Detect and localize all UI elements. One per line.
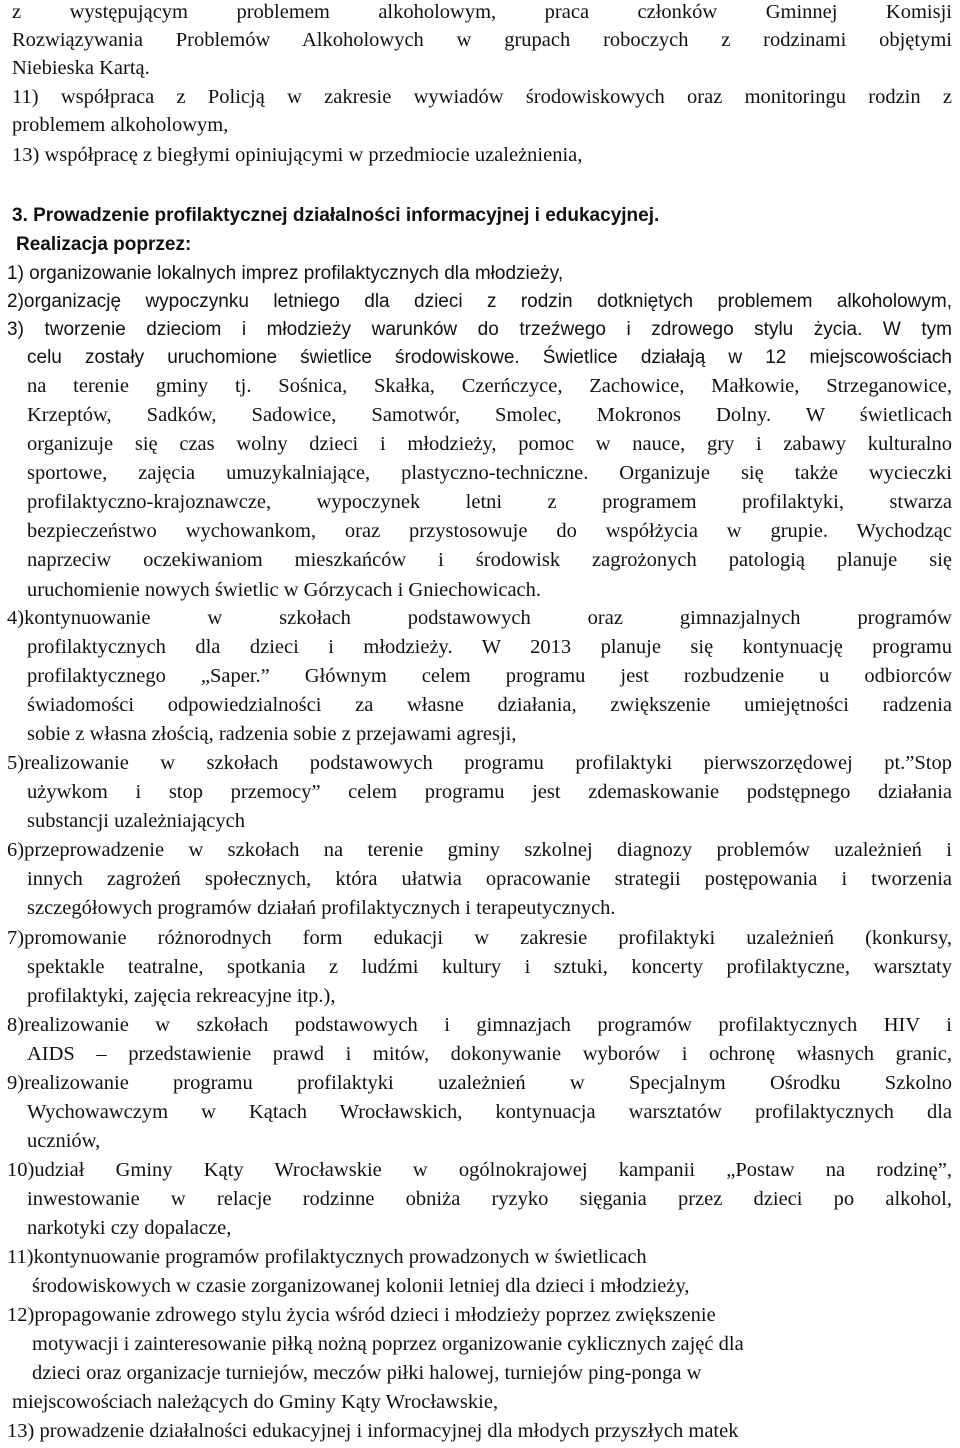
list-item: 3) tworzenie dzieciom i młodzieży warunków do trzeźwego i zdrowego stylu życia. W tym (7, 319, 952, 340)
text-line: bezpieczeństwo wychowankom, oraz przystosowuje do współżycia w grupie. Wychodząc (27, 520, 952, 542)
list-item: 4)kontynuowanie w szkołach podstawowych oraz gimnazjalnych programów (7, 607, 952, 629)
text-line: miejscowościach należących do Gminy Kąty Wrocławskie, (12, 1391, 499, 1413)
list-item: 8)realizowanie w szkołach podstawowych i gimnazjach programów profilaktycznych HIV i (7, 1014, 952, 1036)
text-line: z występującym problemem alkoholowym, praca członków Gminnej Komisji (12, 1, 952, 23)
text-line: problemem alkoholowym, (12, 114, 229, 136)
list-item: 5)realizowanie w szkołach podstawowych programu profilaktyki pierwszorzędowej pt.”Stop (7, 752, 952, 774)
text-line: Wychowawczym w Kątach Wrocławskich, kontynuacja warsztatów profilaktycznych dla (27, 1101, 952, 1123)
text-line: innych zagrożeń społecznych, która ułatwia opracowanie strategii postępowania i tworzenia (27, 868, 952, 890)
text-line: szczegółowych programów działań profilaktycznych i terapeutycznych. (27, 897, 616, 919)
text-line: środowiskowych w czasie zorganizowanej kolonii letniej dla dzieci i młodzieży, (32, 1275, 690, 1297)
text-line: na terenie gminy tj. Sośnica, Skałka, Czerńczyce, Zachowice, Małkowie, Strzeganowice, (27, 375, 952, 397)
text-line: sportowe, zajęcia umuzykalniające, plastyczno-techniczne. Organizuje się także wycieczki (27, 462, 952, 484)
text-line: uczniów, (27, 1130, 101, 1152)
section-heading: 3. Prowadzenie profilaktycznej działalności informacyjnej i edukacyjnej. (12, 205, 660, 226)
text-line: dzieci oraz organizacje turniejów, meczów piłki halowej, turniejów ping-ponga w (32, 1362, 702, 1384)
text-line: 11) współpraca z Policją w zakresie wywiadów środowiskowych oraz monitoringu rodzin z (12, 86, 952, 108)
text-line: profilaktycznych dla dzieci i młodzieży. W 2013 planuje się kontynuację programu (27, 636, 952, 658)
text-line: substancji uzależniających (27, 810, 245, 832)
list-item: 9)realizowanie programu profilaktyki uzależnień w Specjalnym Ośrodku Szkolno (7, 1072, 952, 1094)
text-line: organizuje się czas wolny dzieci i młodzieży, pomoc w nauce, gry i zabawy kulturalno (27, 433, 952, 455)
text-line: spektakle teatralne, spotkania z ludźmi kultury i sztuki, koncerty profilaktyczne, warsztaty (27, 956, 952, 978)
text-line: Krzeptów, Sadków, Sadowice, Samotwór, Smolec, Mokronos Dolny. W świetlicach (27, 404, 952, 426)
text-line: profilaktyki, zajęcia rekreacyjne itp.), (27, 985, 336, 1007)
text-line: narkotyki czy dopalacze, (27, 1217, 232, 1239)
text-line: sobie z własna złością, radzenia sobie z przejawami agresji, (27, 723, 517, 745)
text-line: 13) współpracę z biegłymi opiniującymi w przedmiocie uzależnienia, (12, 144, 583, 166)
text-line: profilaktycznego „Saper.” Głównym celem programu jest rozbudzenie u odbiorców (27, 665, 952, 687)
text-line: Niebieska Kartą. (12, 57, 150, 79)
list-item: 1) organizowanie lokalnych imprez profilaktycznych dla młodzieży, (7, 263, 564, 284)
text-line: Rozwiązywania Problemów Alkoholowych w grupach roboczych z rodzinami objętymi (12, 29, 952, 51)
list-item: 6)przeprowadzenie w szkołach na terenie gminy szkolnej diagnozy problemów uzależnień i (7, 839, 952, 861)
list-item: 10)udział Gminy Kąty Wrocławskie w ogólnokrajowej kampanii „Postaw na rodzinę”, (7, 1159, 952, 1181)
text-line: motywacji i zainteresowanie piłką nożną poprzez organizowanie cyklicznych zajęć dla (32, 1333, 744, 1355)
text-line: profilaktyczno-krajoznawcze, wypoczynek letni z programem profilaktyki, stwarza (27, 491, 952, 513)
text-line: używkom i stop przemocy” celem programu jest zdemaskowanie podstępnego działania (27, 781, 952, 803)
text-line: AIDS – przedstawienie prawd i mitów, dokonywanie wyborów i ochronę własnych granic, (27, 1043, 952, 1065)
section-subheading: Realizacja poprzez: (16, 234, 192, 255)
list-item: 11)kontynuowanie programów profilaktycznych prowadzonych w świetlicach (7, 1246, 647, 1268)
text-line: uruchomienie nowych świetlic w Górzycach i Gniechowicach. (27, 579, 542, 601)
text-line: inwestowanie w relacje rodzinne obniża ryzyko sięgania przez dzieci po alkohol, (27, 1188, 952, 1210)
list-item: 12)propagowanie zdrowego stylu życia wśród dzieci i młodzieży poprzez zwiększenie (7, 1304, 716, 1326)
list-item: 7)promowanie różnorodnych form edukacji w zakresie profilaktyki uzależnień (konkursy, (7, 927, 952, 949)
text-line: naprzeciw oczekiwaniom mieszkańców i środowisk zagrożonych patologią planuje się (27, 549, 952, 571)
text-line: celu zostały uruchomione świetlice środowiskowe. Świetlice działają w 12 miejscowościach (27, 347, 952, 368)
list-item: 13) prowadzenie działalności edukacyjnej i informacyjnej dla młodych przyszłych matek (7, 1420, 739, 1442)
list-item: 2)organizację wypoczynku letniego dla dzieci z rodzin dotkniętych problemem alkoholowym, (7, 291, 952, 312)
text-line: świadomości odpowiedzialności za własne działania, zwiększenie umiejętności radzenia (27, 694, 952, 716)
